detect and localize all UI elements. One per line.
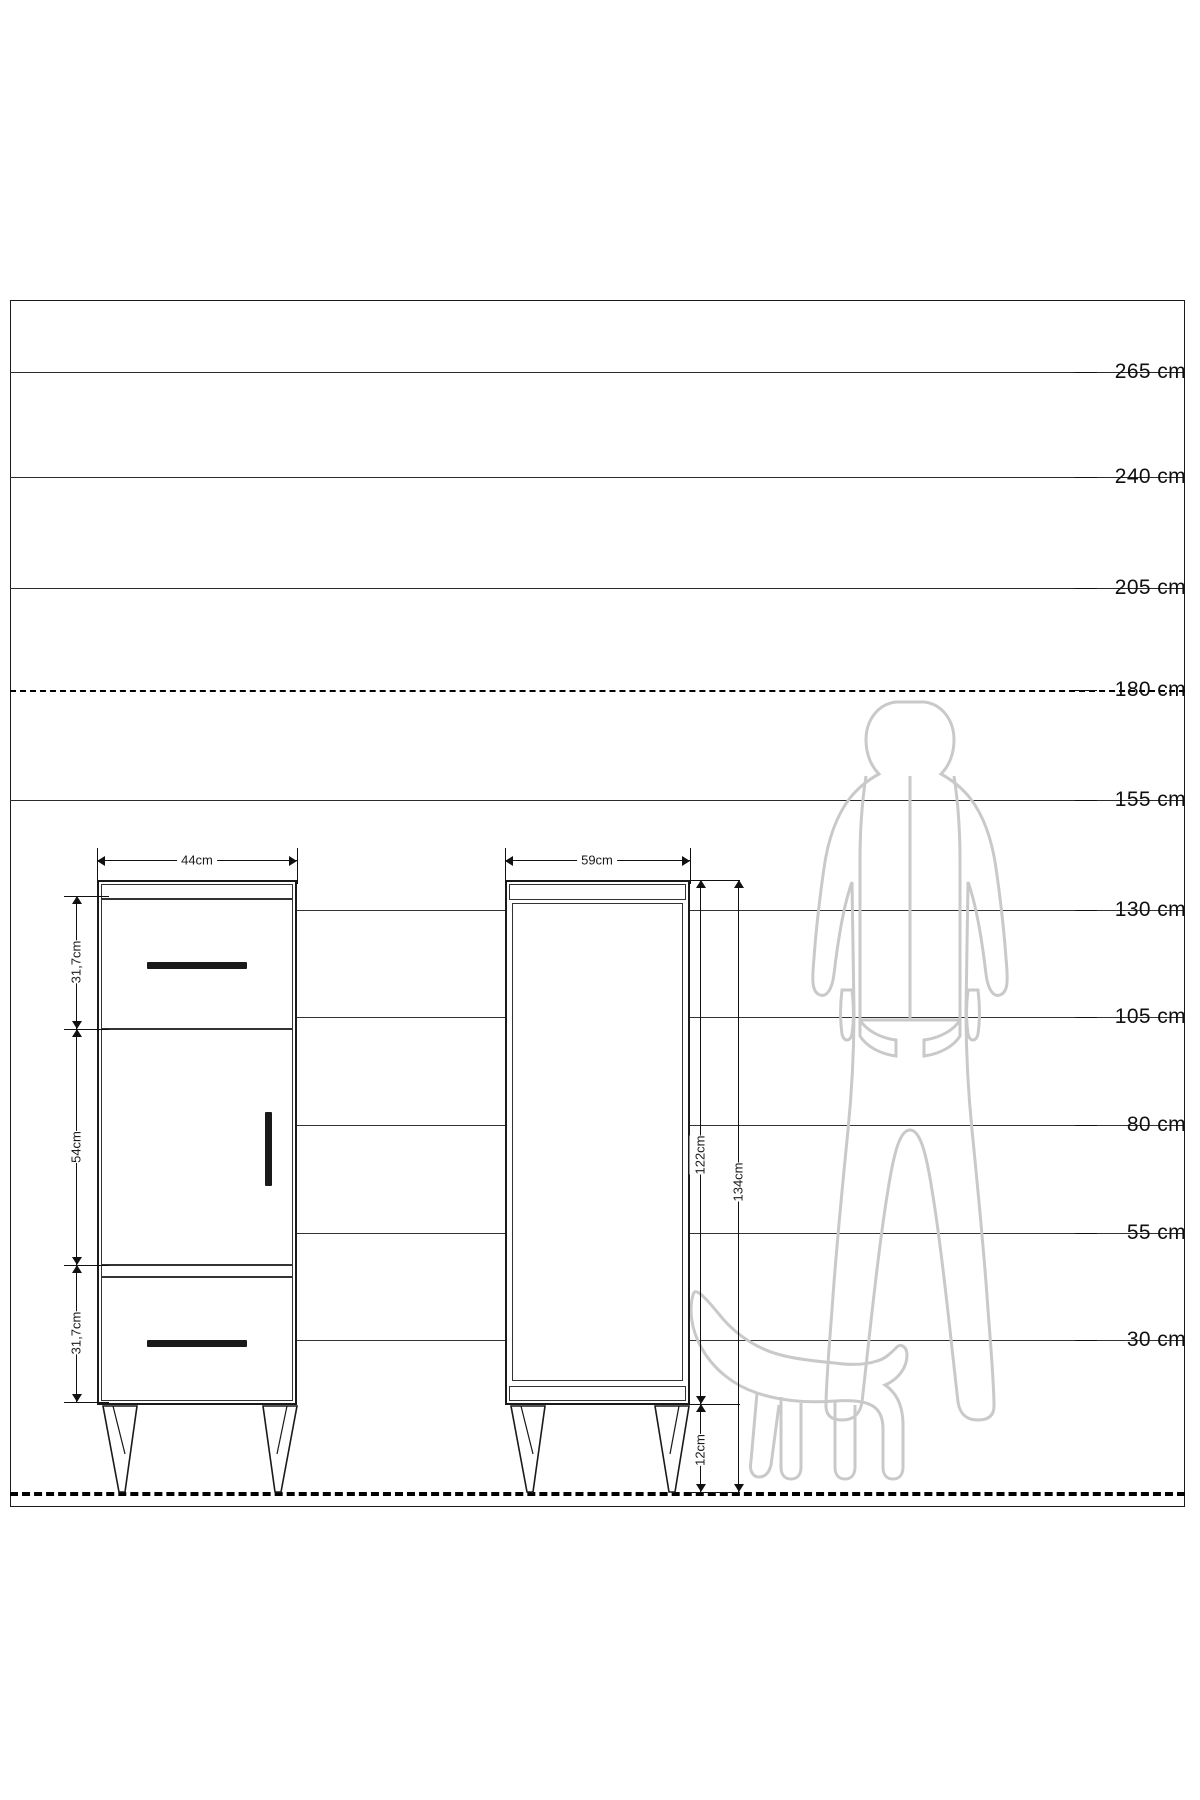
scale-tick-55 bbox=[1075, 1233, 1097, 1234]
scale-line-265 bbox=[10, 372, 1185, 373]
scale-label-80: 80 cm bbox=[1126, 1113, 1186, 1136]
cabinet-b-leg-label: 12cm bbox=[690, 1434, 711, 1466]
cabinet-b-door bbox=[512, 903, 683, 1381]
cabinet-b-width-label: 59cm bbox=[577, 853, 617, 868]
scale-label-130: 130 cm bbox=[1114, 898, 1186, 921]
cat-silhouette bbox=[685, 1285, 915, 1500]
cabinet-a-top-drawer-label: 31,7cm bbox=[66, 941, 87, 984]
scale-line-205 bbox=[10, 588, 1185, 589]
cabinet-b-ext-floor bbox=[690, 1492, 740, 1493]
cabinet-b-ext-right bbox=[690, 848, 691, 884]
cabinet-b-top-edge bbox=[509, 884, 686, 900]
cabinet-a-divider bbox=[101, 1265, 293, 1277]
scale-tick-240 bbox=[1075, 477, 1097, 478]
scale-tick-265 bbox=[1075, 372, 1097, 373]
cabinet-b-ext-left bbox=[505, 848, 506, 884]
scale-label-105: 105 cm bbox=[1114, 1005, 1186, 1028]
cabinet-a-ext-h4 bbox=[64, 1402, 109, 1403]
cabinet-a-ext-left bbox=[97, 848, 98, 884]
cabinet-b-bottom-edge bbox=[509, 1386, 686, 1401]
cabinet-a-door-handle[interactable] bbox=[265, 1112, 272, 1186]
cabinet-a-bottom-drawer bbox=[101, 1277, 293, 1401]
cabinet-a-bottom-drawer-handle[interactable] bbox=[147, 1340, 247, 1347]
cabinet-a-ext-h2 bbox=[64, 1029, 109, 1030]
cabinet-a-ext-right bbox=[297, 848, 298, 884]
scale-tick-30 bbox=[1075, 1340, 1097, 1341]
scale-tick-80 bbox=[1075, 1125, 1097, 1126]
scale-tick-105 bbox=[1075, 1017, 1097, 1018]
cabinet-a-legs bbox=[95, 1404, 305, 1496]
cabinet-a-middle-label: 54cm bbox=[66, 1131, 87, 1163]
scale-label-265: 265 cm bbox=[1114, 360, 1186, 383]
cabinet-a-top-edge bbox=[101, 884, 293, 899]
scale-tick-130 bbox=[1075, 910, 1097, 911]
scale-label-155: 155 cm bbox=[1114, 788, 1186, 811]
scale-tick-155 bbox=[1075, 800, 1097, 801]
cabinet-a-ext-h3 bbox=[64, 1265, 109, 1266]
cabinet-a-ext-h1 bbox=[64, 896, 109, 897]
scale-label-240: 240 cm bbox=[1114, 465, 1186, 488]
scale-tick-180 bbox=[1075, 690, 1097, 691]
scale-tick-205 bbox=[1075, 588, 1097, 589]
scale-label-205: 205 cm bbox=[1114, 576, 1186, 599]
cabinet-b-body-height-label: 122cm bbox=[690, 1135, 711, 1174]
scale-line-240 bbox=[10, 477, 1185, 478]
scale-label-55: 55 cm bbox=[1126, 1221, 1186, 1244]
scale-label-30: 30 cm bbox=[1126, 1328, 1186, 1351]
cabinet-a-width-label: 44cm bbox=[177, 853, 217, 868]
scale-label-180: 180 cm bbox=[1114, 678, 1186, 701]
cabinet-b-legs bbox=[503, 1404, 698, 1496]
cabinet-a-top-drawer-handle[interactable] bbox=[147, 962, 247, 969]
cabinet-a-bottom-drawer-label: 31,7cm bbox=[66, 1312, 87, 1355]
cabinet-b-total-height-label: 134cm bbox=[728, 1162, 749, 1201]
